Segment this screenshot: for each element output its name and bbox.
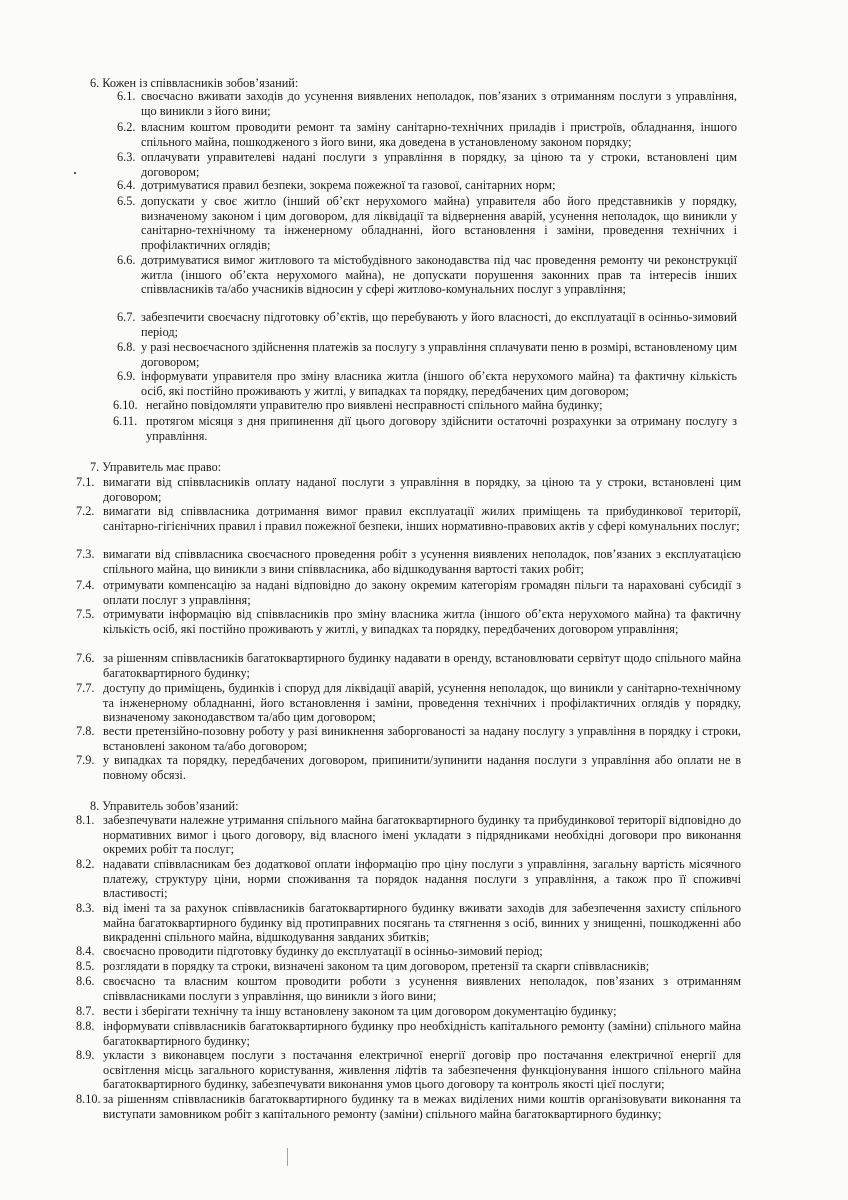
item-number: 6.1. (117, 89, 136, 103)
section-8-heading: 8. Управитель зобов’язаний: (90, 799, 239, 813)
section-8-item-3: від імені та за рахунок співвласників багатоквартирного будинку вживати заходів для забезпечення захисту спільного майна багатоквартирного будинку від протиправних посягань та стягнення з осіб, винних у знищенні, пошкодженні або викраденні спільного майна, відшкодування завданих збитків; (103, 901, 741, 945)
item-number: 7.5. (76, 607, 95, 621)
section-8-item-1: забезпечувати належне утримання спільного майна багатоквартирного будинку та прибудинкової території відповідно до нормативних вимог і цього договору, від власного імені укладати з підрядниками необхідні договори про виконання окремих робіт та послуг; (103, 813, 741, 857)
item-number: 6.7. (117, 310, 136, 324)
section-7-item-3: вимагати від співвласника своєчасного проведення робіт з усунення виявлених неполадок, пов’язаних з експлуатацією спільного майна, що виникли з вини співвласника, або відшкодування вартості таких робіт; (103, 547, 741, 576)
item-number: 6.5. (117, 194, 136, 208)
section-6-item-1: своєчасно вживати заходів до усунення виявлених неполадок, пов’язаних з отриманням послуги з управління, що виникли з його вини; (141, 89, 737, 118)
section-6-item-5: допускати у своє житло (інший об’єкт нерухомого майна) управителя або його представників у порядку, визначеному законом і цим договором, для ліквідації та відвернення аварій, усунення неполадок, що виникли у санітарно-технічному та інженерному обладнанні, його встановлення і заміни, проведення технічних і профілактичних оглядів; (141, 194, 737, 252)
item-number: 7.8. (76, 724, 95, 738)
section-6-item-2: власним коштом проводити ремонт та заміну санітарно-технічних приладів і пристроїв, обладнання, іншого спільного майна, пошкодженого з його вини, яка доведена в установленому законом порядку; (141, 120, 737, 149)
section-6-item-4: дотримуватися правил безпеки, зокрема пожежної та газової, санітарних норм; (141, 178, 556, 192)
item-number: 6.9. (117, 369, 136, 383)
item-number: 6.4. (117, 178, 136, 192)
section-6-item-6: дотримуватися вимог житлового та містобудівного законодавства під час проведення ремонту чи реконструкції житла (іншого об’єкта нерухомого майна), не допускати порушення законних прав та інтересів інших співвласників та/або учасників відносин у сфері житлово-комунальних послуг з управління; (141, 253, 737, 297)
item-number: 7.2. (76, 504, 95, 518)
item-number: 6.11. (113, 414, 138, 428)
section-8-item-9: укласти з виконавцем послуги з постачання електричної енергії договір про постачання електричної енергії для освітлення місць загального користування, живлення ліфтів та забезпечення функціонування іншого спільного майна багатоквартирного будинку, забезпечувати виконання умов цього договору та контроль якості цієї послуги; (103, 1048, 741, 1092)
section-8-item-8: інформувати співвласників багатоквартирного будинку про необхідність капітального ремонту (заміни) спільного майна багатоквартирного будинку; (103, 1019, 741, 1048)
section-6-item-3: оплачувати управителеві надані послуги з управління в порядку, за ціною та у строки, встановлені цим договором; (141, 150, 737, 179)
item-number: 7.1. (76, 475, 95, 489)
item-number: 8.2. (76, 857, 95, 871)
item-number: 7.3. (76, 547, 95, 561)
section-8-item-2: надавати співвласникам без додаткової оплати інформацію про ціну послуги з управління, загальну вартість місячного платежу, структуру ціни, норми споживання та порядок надання послуги з управління, а також про її споживчі властивості; (103, 857, 741, 901)
section-7-item-1: вимагати від співвласників оплату наданої послуги з управління в порядку, за ціною та у строки, встановлені цим договором; (103, 475, 741, 504)
section-7-item-5: отримувати інформацію від співвласників про зміну власника житла (іншого об’єкта нерухомого майна) та фактичну кількість осіб, які постійно проживають у житлі, у випадках та порядку, передбачених договором управління; (103, 607, 741, 636)
item-number: 7.4. (76, 578, 95, 592)
item-number: 7.7. (76, 681, 95, 695)
item-number: 8.1. (76, 813, 95, 827)
scan-mark (287, 1148, 288, 1166)
item-number: 8.4. (76, 944, 95, 958)
item-number: 8.7. (76, 1004, 95, 1018)
section-6-item-9: інформувати управителя про зміну власника житла (іншого об’єкта нерухомого майна) та фактичну кількість осіб, які постійно проживають у житлі, у випадках та порядку, передбачених цим договором; (141, 369, 737, 398)
item-number: 7.6. (76, 651, 95, 665)
section-6-item-11: протягом місяця з дня припинення дії цього договору здійснити остаточні розрахунки за отриману послугу з управління. (146, 414, 737, 443)
section-7-item-6: за рішенням співвласників багатоквартирного будинку надавати в оренду, встановлювати сервітут щодо спільного майна багатоквартирного будинку; (103, 651, 741, 680)
item-number: 8.5. (76, 959, 95, 973)
section-6-item-7: забезпечити своєчасну підготовку об’єктів, що перебувають у його власності, до експлуатації в осінньо-зимовий період; (141, 310, 737, 339)
item-number: 6.10. (113, 398, 138, 412)
section-8-item-6: своєчасно та власним коштом проводити роботи з усунення виявлених неполадок, пов’язаних з отриманням співвласниками послуги з управління, що виникли з його вини; (103, 974, 741, 1003)
section-7-heading: 7. Управитель має право: (90, 460, 222, 474)
item-number: 6.2. (117, 120, 136, 134)
section-8-item-7: вести і зберігати технічну та іншу встановлену законом та цим договором документацію будинку; (103, 1004, 617, 1018)
section-8-item-4: своєчасно проводити підготовку будинку до експлуатації в осінньо-зимовий період; (103, 944, 543, 958)
item-number: 8.9. (76, 1048, 95, 1062)
section-8-item-10: за рішенням співвласників багатоквартирного будинку та в межах виділених ними коштів організовувати виконання та виступати замовником робіт з капітального ремонту (заміни) спільного майна багатоквартирного будинку; (103, 1092, 741, 1121)
item-number: 8.10. (76, 1092, 101, 1106)
section-6-item-8: у разі несвоєчасного здійснення платежів за послугу з управління сплачувати пеню в розмірі, встановленому цим договором; (141, 340, 737, 369)
item-number: 6.8. (117, 340, 136, 354)
section-7-item-4: отримувати компенсацію за надані відповідно до закону окремим категоріям громадян пільги та нараховані субсидії з оплати послуг з управління; (103, 578, 741, 607)
item-number: 8.6. (76, 974, 95, 988)
section-7-item-2: вимагати від співвласника дотримання вимог правил експлуатації жилих приміщень та прибудинкової території, санітарно-гігієнічних правил і правил пожежної безпеки, інших нормативно-правових актів у сфері комунальних послуг; (103, 504, 741, 533)
item-number: 6.3. (117, 150, 136, 164)
section-7-item-9: у випадках та порядку, передбачених договором, припинити/зупинити надання послуги з управління або оплати не в повному обсязі. (103, 753, 741, 782)
item-number: 8.3. (76, 901, 95, 915)
section-7-item-8: вести претензійно-позовну роботу у разі виникнення заборгованості за надану послугу з управління в порядку і строки, встановлені законом та/або договором; (103, 724, 741, 753)
item-number: 7.9. (76, 753, 95, 767)
item-number: 8.8. (76, 1019, 95, 1033)
section-6-item-10: негайно повідомляти управителю про виявлені несправності спільного майна будинку; (146, 398, 603, 412)
section-7-item-7: доступу до приміщень, будинків і споруд для ліквідації аварій, усунення неполадок, що виникли у санітарно-технічному та інженерному обладнанні, його встановлення і заміни, проведення технічних і профілактичних оглядів у порядку, визначеному законодавством та/або цим договором; (103, 681, 741, 725)
scan-dot (74, 172, 76, 174)
section-6-heading: 6. Кожен із співвласників зобов’язаний: (90, 76, 299, 90)
item-number: 6.6. (117, 253, 136, 267)
section-8-item-5: розглядати в порядку та строки, визначені законом та цим договором, претензії та скарги співвласників; (103, 959, 650, 973)
